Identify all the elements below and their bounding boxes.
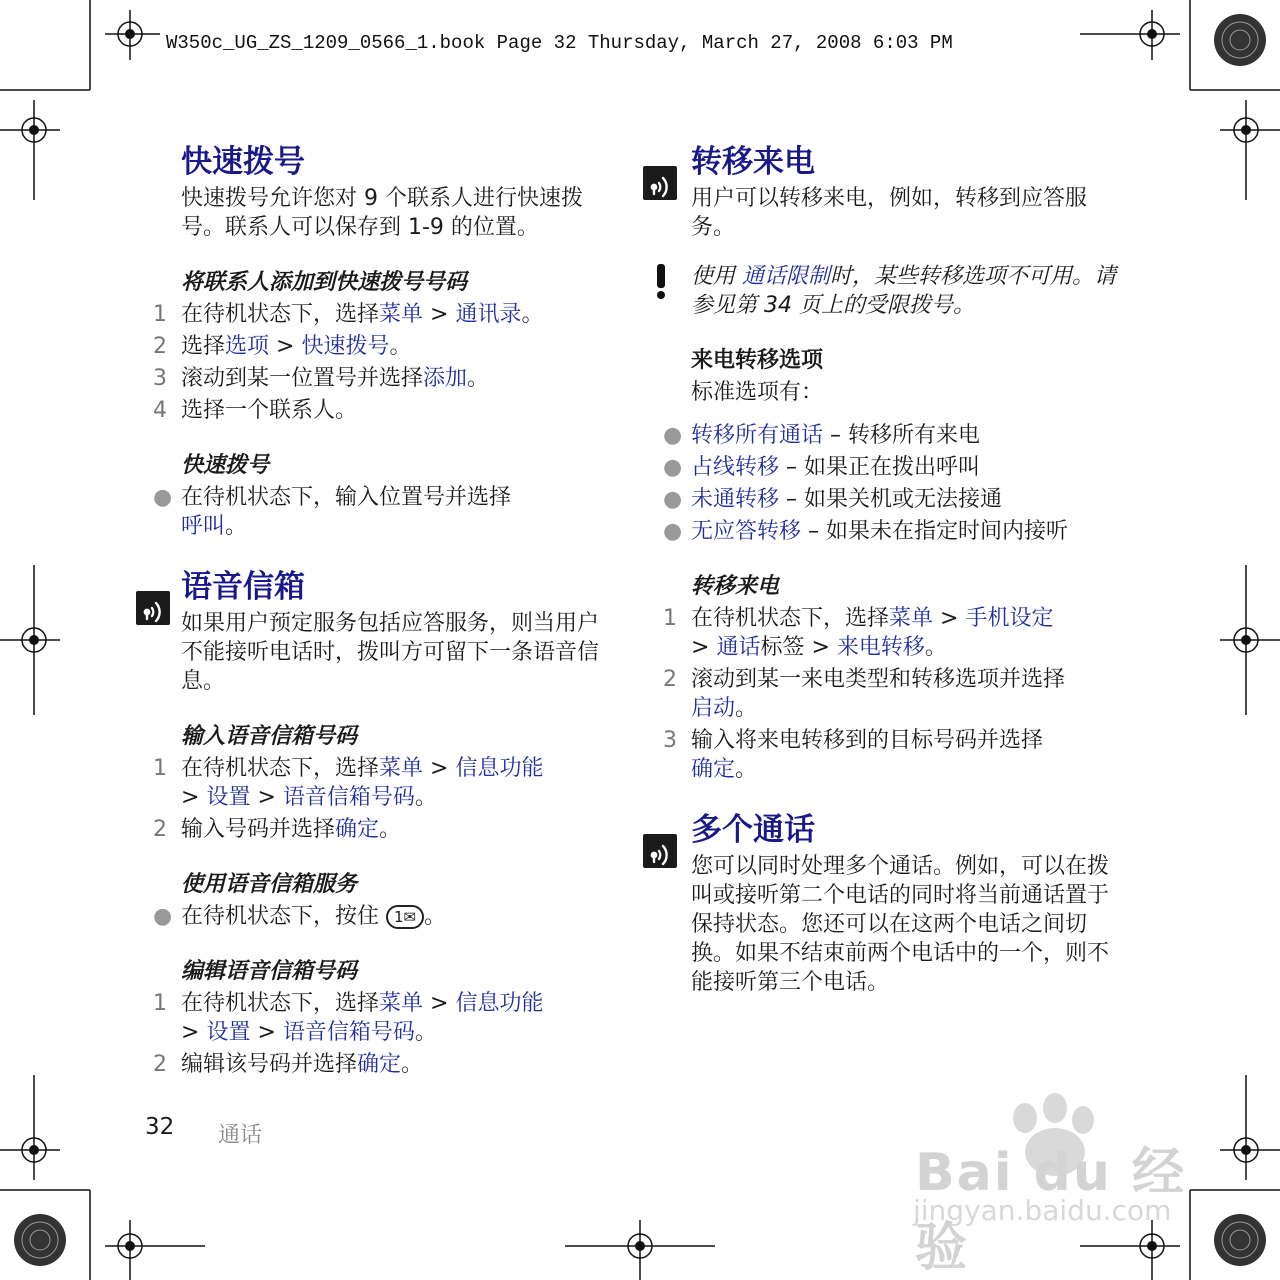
baidu-watermark — [905, 1090, 1205, 1278]
speed-dial-link: 快速拨号 — [301, 334, 390, 359]
edit-voicemail-heading: 编辑语音信箱号码 — [181, 959, 358, 984]
watermark-logo: Bai du 经验 — [915, 1143, 1186, 1278]
page-number: 32 — [145, 1114, 175, 1140]
divert-steps-heading: 转移来电 — [691, 574, 780, 599]
enter-voicemail-heading: 输入语音信箱号码 — [181, 724, 358, 749]
call-link: 呼叫 — [181, 514, 226, 539]
speed-dial-bullets — [153, 483, 620, 541]
speed-dial-title: 快速拨号 — [181, 144, 305, 180]
divert-options-heading: 来电转移选项 — [691, 348, 824, 373]
list-item: 2 选择选项 > 快速拨号。 — [153, 334, 412, 359]
speed-dial-intro: 快速拨号允许您对 9 个联系人进行快速拨号。联系人可以保存到 1-9 的位置。 — [181, 186, 583, 240]
list-item: 2 滚动到某一来电类型和转移选项并选择 启动。 — [663, 667, 1066, 721]
list-item: 3 滚动到某一位置号并选择添加。 — [153, 366, 490, 391]
print-header: W350c_UG_ZS_1209_0566_1.book Page 32 Thursday, March 27, 2008 6:03 PM — [166, 32, 953, 54]
divert-steps — [663, 604, 1130, 784]
list-item: ● 无应答转移 – 如果未在指定时间内接听 — [663, 519, 1069, 544]
add-link: 添加 — [423, 366, 468, 391]
voicemail-section — [150, 565, 620, 1079]
list-item: 2 输入号码并选择确定。 — [153, 817, 402, 842]
use-voicemail-heading: 使用语音信箱服务 — [181, 872, 358, 897]
speed-dial-section — [150, 140, 620, 541]
enter-voicemail-steps — [153, 754, 620, 844]
voicemail-title: 语音信箱 — [181, 569, 305, 605]
list-item: 1 在待机状态下，选择菜单 > 通讯录。 — [153, 302, 544, 327]
list-item: 2 编辑该号码并选择确定。 — [153, 1052, 424, 1077]
list-item: 1 在待机状态下，选择菜单 > 信息功能 > 设置 > 语音信箱号码。 — [153, 756, 544, 810]
options-link: 选项 — [225, 334, 270, 359]
divert-options-list — [663, 421, 1130, 546]
list-item: 1 在待机状态下，选择菜单 > 信息功能 > 设置 > 语音信箱号码。 — [153, 991, 544, 1045]
multi-call-title: 多个通话 — [691, 812, 815, 848]
add-contact-steps — [153, 300, 620, 425]
list-item: ● 占线转移 – 如果正在拨出呼叫 — [663, 455, 981, 480]
network-service-icon — [643, 166, 677, 200]
divert-options-intro: 标准选项有： — [691, 380, 824, 405]
divert-note: 使用 通话限制时，某些转移选项不可用。请参见第 34 页上的受限拨号。 — [691, 262, 1130, 320]
network-service-icon — [136, 591, 170, 625]
voicemail-intro: 如果用户预定服务包括应答服务，则当用户不能接听电话时，拨叫方可留下一条语音信息。 — [181, 611, 600, 694]
use-voicemail-bullets — [153, 902, 620, 931]
voicemail-key-icon: 1✉ — [386, 905, 424, 929]
list-item: ● 未通转移 – 如果关机或无法接通 — [663, 487, 1003, 512]
divert-section — [660, 140, 1130, 784]
list-item: ● 在待机状态下，按住 1✉ 。 — [153, 904, 447, 929]
list-item: ● 转移所有通话 – 转移所有来电 — [663, 423, 981, 448]
left-column — [150, 140, 620, 1082]
footer-section: 通话 — [218, 1123, 263, 1148]
call-restriction-link: 通话限制 — [742, 264, 831, 289]
list-item: 3 输入将来电转移到的目标号码并选择 确定。 — [663, 728, 1044, 782]
contacts-link: 通讯录 — [455, 302, 522, 327]
right-column — [660, 140, 1130, 997]
menu-link: 菜单 — [379, 302, 424, 327]
multi-call-section — [660, 808, 1130, 997]
speed-dial-subheading: 快速拨号 — [181, 453, 270, 478]
multi-call-intro: 您可以同时处理多个通话。例如，可以在拨叫或接听第二个电话的同时将当前通话置于保持状态。您还可以在这两个电话之间切换。如果不结束前两个电话中的一个，则不能接听第三个电话。 — [691, 854, 1110, 995]
watermark-url: jingyan.baidu.com — [913, 1194, 1172, 1227]
exclamation-icon — [654, 264, 668, 300]
edit-voicemail-steps — [153, 989, 620, 1079]
divert-intro: 用户可以转移来电，例如，转移到应答服务。 — [691, 186, 1088, 240]
divert-title: 转移来电 — [691, 144, 815, 180]
list-item: 4 选择一个联系人。 — [153, 398, 358, 423]
list-item: 1 在待机状态下，选择菜单 > 手机设定 > 通话标签 > 来电转移。 — [663, 606, 1054, 660]
list-item: ● 在待机状态下，输入位置号并选择 呼叫。 — [153, 485, 512, 539]
network-service-icon — [643, 834, 677, 868]
add-contact-heading: 将联系人添加到快速拨号号码 — [181, 270, 468, 295]
